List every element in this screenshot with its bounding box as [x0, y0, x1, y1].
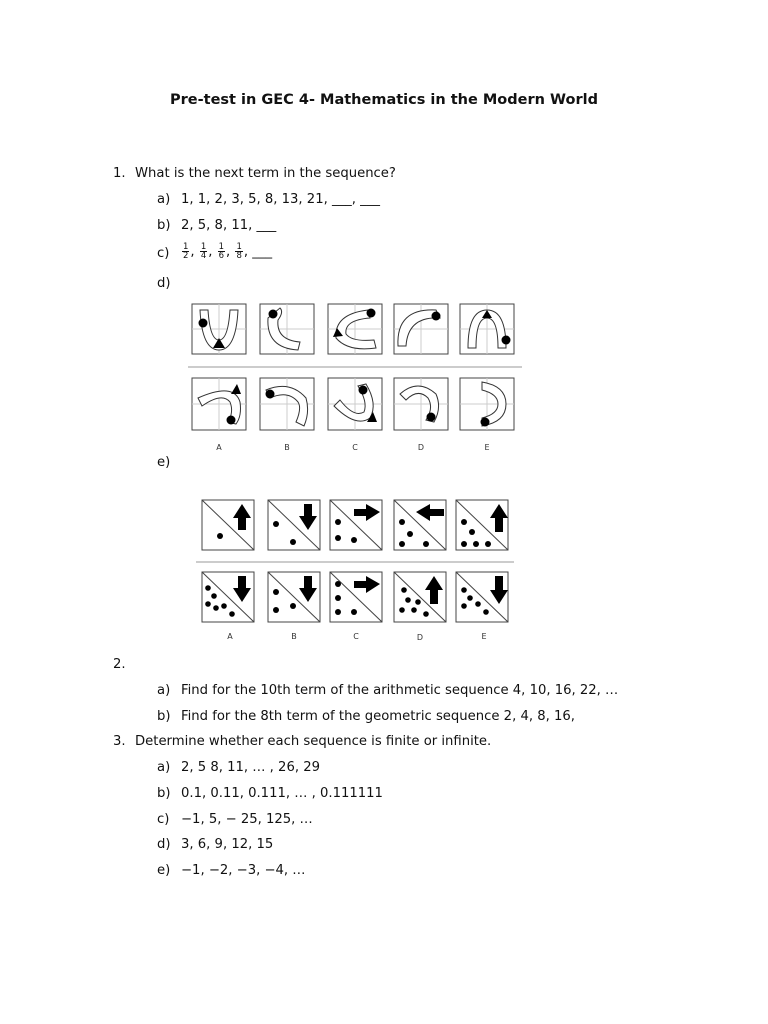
choice-tile-e — [456, 572, 508, 622]
choice-tile-c — [330, 572, 382, 622]
choice-tile-d — [394, 572, 446, 622]
option-text: 2, 5 8, 11, … , 26, 29 — [181, 760, 321, 775]
sequence-tile-5 — [460, 304, 514, 354]
choice-tile-b — [260, 378, 314, 430]
option-label: d) — [157, 276, 171, 291]
question-number: 3. — [113, 734, 126, 749]
choice-tile-a — [202, 572, 254, 622]
choice-label: A — [216, 443, 222, 452]
option-label: e) — [157, 863, 171, 878]
shape-sequence-figure — [188, 298, 528, 458]
sequence-tile-1 — [192, 304, 246, 354]
answer-blank: ___ — [252, 244, 273, 260]
option-label: a) — [157, 192, 171, 207]
choice-label: C — [352, 443, 358, 452]
option-label: c) — [157, 812, 170, 827]
sequence-tile-3 — [328, 304, 382, 354]
option-text: 0.1, 0.11, 0.111, … , 0.111111 — [181, 786, 383, 801]
choice-tile-b — [268, 572, 320, 622]
option-text: Find for the 10th term of the arithmetic sequence 4, 10, 16, 22, … — [181, 683, 619, 698]
fraction: $\frac{1}{6}$ — [218, 242, 225, 261]
choice-label: E — [484, 443, 490, 452]
sequence-tile-4 — [394, 304, 448, 354]
fraction: $\frac{1}{4}$ — [200, 242, 207, 261]
question-text: Determine whether each sequence is finite or infinite. — [135, 734, 492, 749]
option-text: −1, 5, − 25, 125, … — [181, 812, 313, 827]
sequence-tile-4 — [394, 500, 446, 550]
choice-label: C — [353, 632, 359, 641]
option-text: −1, −2, −3, −4, … — [181, 863, 306, 878]
question-number: 2. — [113, 657, 126, 672]
fraction: $\frac{1}{8}$ — [236, 242, 242, 261]
choice-tile-a — [192, 378, 246, 430]
option-text: 2, 5, 8, 11, ___ — [181, 218, 277, 233]
sequence-tile-2 — [260, 304, 314, 354]
choice-label: D — [416, 633, 424, 642]
sequence-tile-2 — [268, 500, 320, 550]
option-label: e) — [157, 455, 171, 470]
choice-tile-c — [328, 378, 382, 430]
question-number: 1. — [113, 166, 126, 181]
sequence-tile-3 — [330, 500, 382, 550]
choice-label: D — [417, 443, 425, 452]
option-label: b) — [157, 709, 171, 724]
choice-label: B — [284, 443, 290, 452]
choice-label: B — [291, 632, 297, 641]
arrow-dot-figure — [196, 494, 516, 644]
choice-label: E — [481, 632, 487, 641]
option-label: b) — [157, 786, 171, 801]
choice-label: A — [227, 632, 233, 641]
choice-tile-d — [394, 378, 448, 430]
sequence-tile-5 — [456, 500, 508, 550]
option-label: c) — [157, 246, 170, 261]
option-text: Find for the 8th term of the geometric sequence 2, 4, 8, 16, — [181, 709, 575, 724]
option-fractions: $\frac{1}{2}$ , $\frac{1}{4}$ , $\frac{1}{6}$ , $\frac{1}{8}$ , ___ — [183, 242, 273, 261]
choice-tile-e — [460, 378, 514, 430]
option-label: a) — [157, 683, 171, 698]
option-label: a) — [157, 760, 171, 775]
fraction: $\frac{1}{2}$ — [183, 242, 189, 261]
question-text: What is the next term in the sequence? — [135, 166, 396, 181]
option-label: b) — [157, 218, 171, 233]
option-label: d) — [157, 837, 171, 852]
sequence-tile-1 — [202, 500, 254, 550]
option-text: 1, 1, 2, 3, 5, 8, 13, 21, ___, ___ — [181, 192, 380, 207]
page-title: Pre-test in GEC 4- Mathematics in the Modern World — [170, 92, 598, 108]
option-text: 3, 6, 9, 12, 15 — [181, 837, 274, 852]
